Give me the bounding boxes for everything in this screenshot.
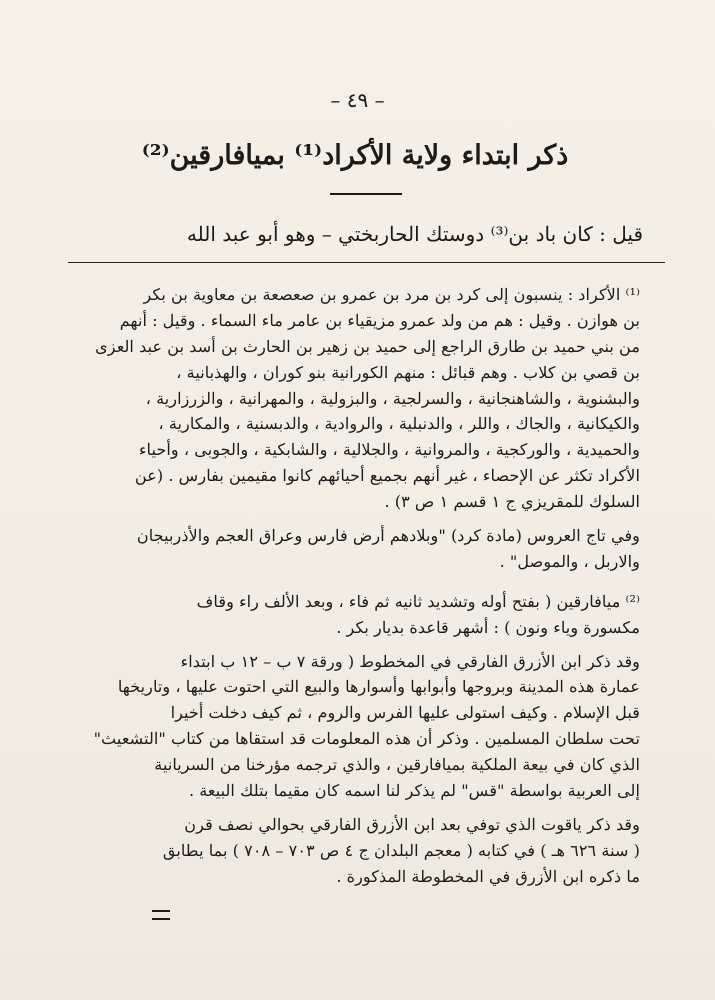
footnote-divider bbox=[68, 262, 665, 263]
footnote-line: عمارة هذه المدينة وبروجها وأبوابها وأسوارها والبيع التي احتوت عليها ، وتاريخها bbox=[117, 677, 640, 697]
footnote-1-addendum bbox=[60, 523, 640, 575]
footnote-line: الأكراد تكثر عن الإحصاء ، غير أنهم بجميع أحيائهم كانوا مقيمين بفارس . (عن bbox=[134, 466, 640, 486]
footnote-line: إلى العربية بواسطة "قس" لم يذكر لنا اسمه كان مقيما بتلك البيعة . bbox=[188, 781, 640, 801]
footnote-line: وفي تاج العروس (مادة كرد) "وبلادهم أرض فارس وعراق العجم والأذربيجان bbox=[136, 526, 640, 546]
chapter-heading: ذكر ابتداء ولاية الأكراد⁽¹⁾ بميافارقين⁽²⁾ bbox=[141, 140, 569, 171]
footnote-line: والبشنوية ، والشاهنجانية ، والسرلجية ، والبزولية ، والمهرانية ، والزرزارية ، bbox=[145, 388, 640, 408]
footnote-line: وقد ذكر ياقوت الذي توفي بعد ابن الأزرق الفارقي بحوالي نصف قرن bbox=[184, 814, 640, 834]
footnote-line: من بني حميد بن طارق الراجع إلى حميد بن زهير بن الحارث بن أسد بن عبد العزى bbox=[95, 336, 640, 356]
footnote-line: بن هوازن . وقيل : هم من ولد عمرو مزيقياء بن عامر ماء السماء . وقيل : أنهم bbox=[119, 310, 640, 330]
footnote-1 bbox=[60, 282, 640, 515]
page-number: – ٤٩ – bbox=[330, 88, 385, 112]
footnote-line: والحميدية ، والوركجية ، والمروانية ، والجلالية ، والشابكية ، والجوبى ، وأحياء bbox=[138, 440, 640, 460]
footnote-line: تحت سلطان المسلمين . وذكر أن هذه المعلومات قد استقاها من كتاب "التشعيث" bbox=[93, 729, 640, 749]
footnote-line: وقد ذكر ابن الأزرق الفارقي في المخطوط ( ورقة ٧ ب – ١٢ ب ابتداء bbox=[180, 651, 640, 671]
footnote-line: ما ذكره ابن الأزرق في المخطوطة المذكورة . bbox=[336, 866, 640, 886]
footnote-line: مكسورة وياء ونون ) : أشهر قاعدة بديار بكر . bbox=[336, 617, 640, 637]
footnote-line: السلوك للمقريزي ج ١ قسم ١ ص ٣) . bbox=[384, 492, 640, 512]
footnote-line: ⁽²⁾ ميافارقين ( بفتح أوله وتشديد ثانيه ثم فاء ، وبعد الألف راء وقاف bbox=[196, 591, 640, 611]
footnote-line: والكيكانية ، والجاك ، واللر ، والدنبلية ، والروادية ، والدبسنية ، والمكارية ، bbox=[158, 414, 640, 434]
footnote-2 bbox=[60, 589, 640, 641]
footnote-2-paragraph bbox=[60, 649, 640, 804]
footnote-line: الذي كان في بيعة الملكية بميافارقين ، والذي ترجمه مؤرخنا من السريانية bbox=[154, 755, 640, 775]
footnote-line: بن قصي بن كلاب . وهم قبائل : منهم الكورانية بنو كوران ، والهذبانية ، bbox=[176, 362, 640, 382]
heading-rule bbox=[330, 193, 402, 195]
footnotes bbox=[60, 282, 640, 890]
footnote-line: ( سنة ٦٢٦ هـ ) في كتابه ( معجم البلدان ج ٤ ص ٧٠٣ – ٧٠٨ ) بما يطابق bbox=[162, 840, 640, 860]
footnote-line: ⁽¹⁾ الأكراد : ينسبون إلى كرد بن مرد بن عمرو بن صعصعة بن معاوية بن بكر bbox=[143, 285, 640, 304]
footnote-line: قبل الإسلام . وكيف استولى عليها الفرس والروم ، ثم كيف دخلت أخيرا bbox=[170, 703, 640, 723]
footnote-2-paragraph bbox=[60, 812, 640, 890]
intro-line: قيل : كان باد بن⁽³⁾ دوستك الحاربختي – وهو أبو عبد الله bbox=[186, 222, 643, 246]
footnote-line: والاربل ، والموصل" . bbox=[499, 551, 640, 571]
end-mark bbox=[152, 910, 170, 920]
